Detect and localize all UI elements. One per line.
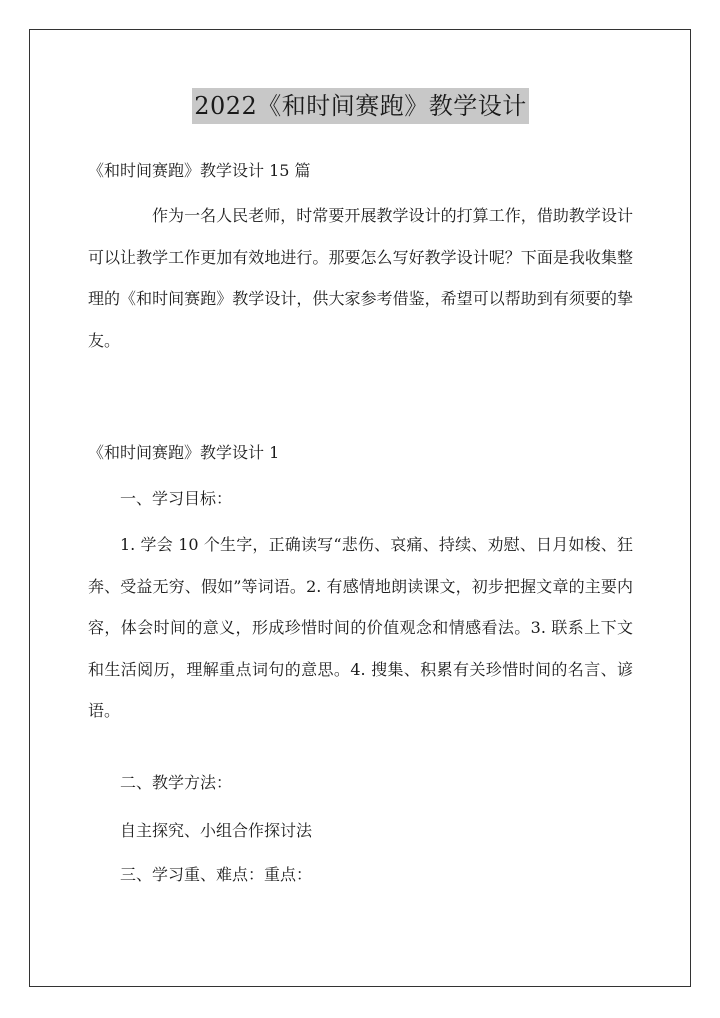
teaching-methods-text: 自主探究、小组合作探讨法 [120,821,313,840]
learning-goals-paragraph: 1. 学会 10 个生字，正确读写“悲伤、哀痛、持续、劝慰、日月如梭、狂奔、受益无穷、假如”等词语。2. 有感情地朗读课文，初步把握文章的主要内容，体会时间的意义，形成珍惜时间的价值观念和情感看法。3. 联系上下文和生活阅历，理解重点词句的意思。4. 搜集、积累有关珍惜时间的名言、谚语。 [88,535,633,720]
intro-paragraph: 作为一名人民老师，时常要开展教学设计的打算工作，借助教学设计可以让教学工作更加有效地进行。那要怎么写好教学设计呢？下面是我收集整理的《和时间赛跑》教学设计，供大家参考借鉴，希望可以帮助到有须要的挚友。 [88,206,633,350]
title-container [88,88,633,124]
document-title: 2022《和时间赛跑》教学设计 [192,88,529,124]
heading-teaching-methods: 二、教学方法： [120,773,233,792]
heading-learning-goals: 一、学习目标： [120,489,233,508]
document-subtitle: 《和时间赛跑》教学设计 15 篇 [88,161,311,180]
heading-key-points: 三、学习重、难点：重点： [120,865,313,884]
section-heading: 《和时间赛跑》教学设计 1 [88,443,280,462]
